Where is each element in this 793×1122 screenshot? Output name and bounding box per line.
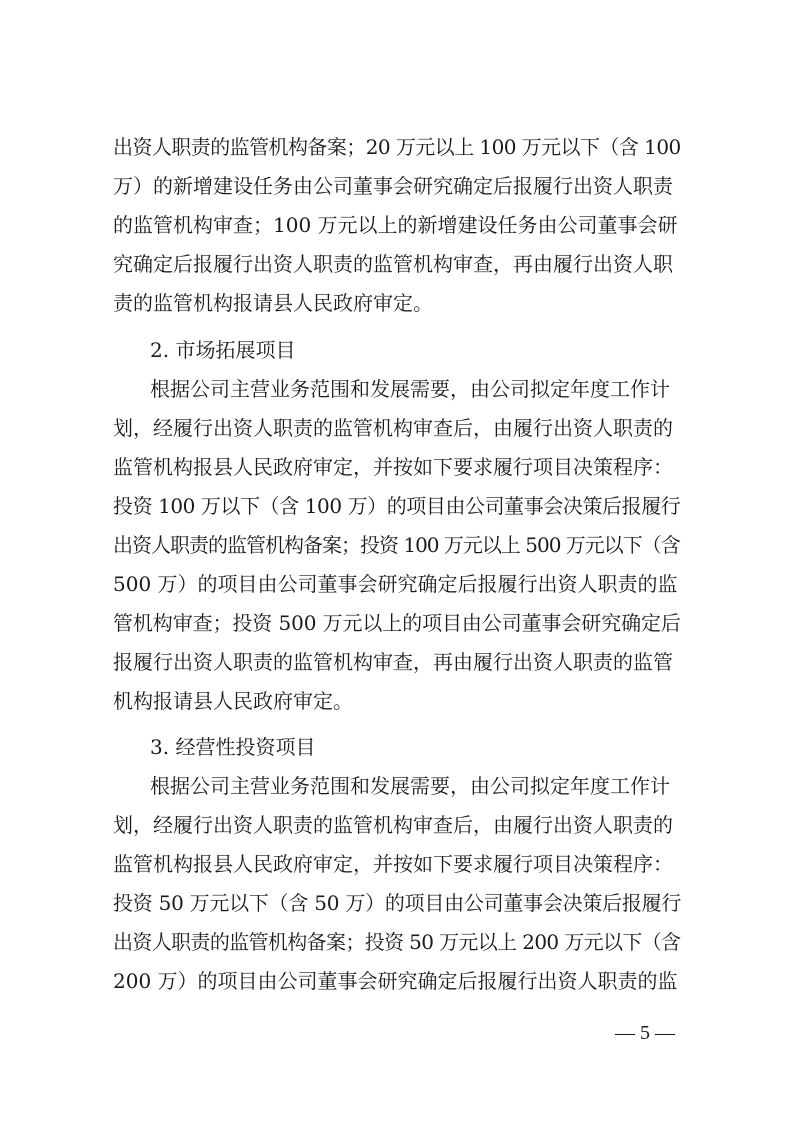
body-line: 根据公司主营业务范围和发展需要，由公司拟定年度工作计 (150, 774, 670, 798)
body-line: 出资人职责的监管机构备案；20 万元以上 100 万元以下（含 100 (113, 135, 681, 159)
body-line: 投资 100 万以下（含 100 万）的项目由公司董事会决策后报履行 (113, 494, 681, 518)
body-line: 万）的新增建设任务由公司董事会研究确定后报履行出资人职责 (113, 174, 673, 198)
body-line: 500 万）的项目由公司董事会研究确定后报履行出资人职责的监 (113, 572, 678, 596)
page-number: — 5 — (615, 1022, 675, 1044)
body-line: 划，经履行出资人职责的监管机构审查后，由履行出资人职责的 (113, 813, 673, 837)
body-line: 管机构审查；投资 500 万元以上的项目由公司董事会研究确定后 (113, 611, 681, 635)
body-line: 划，经履行出资人职责的监管机构审查后，由履行出资人职责的 (113, 416, 673, 440)
body-line: 究确定后报履行出资人职责的监管机构审查，再由履行出资人职 (113, 252, 673, 276)
body-line: 机构报请县人民政府审定。 (113, 689, 353, 713)
section-heading: 2. 市场拓展项目 (150, 338, 296, 362)
body-line: 报履行出资人职责的监管机构审查，再由履行出资人职责的监管 (113, 650, 673, 674)
body-line: 投资 50 万元以下（含 50 万）的项目由公司董事会决策后报履行 (113, 891, 682, 915)
body-line: 的监管机构审查；100 万元以上的新增建设任务由公司董事会研 (113, 213, 678, 237)
body-line: 监管机构报县人民政府审定，并按如下要求履行项目决策程序： (113, 455, 673, 479)
body-line: 根据公司主营业务范围和发展需要，由公司拟定年度工作计 (150, 377, 670, 401)
body-line: 出资人职责的监管机构备案；投资 50 万元以上 200 万元以下（含 (113, 930, 681, 954)
body-line: 200 万）的项目由公司董事会研究确定后报履行出资人职责的监 (113, 969, 678, 993)
body-line: 责的监管机构报请县人民政府审定。 (113, 291, 433, 315)
body-line: 出资人职责的监管机构备案；投资 100 万元以上 500 万元以下（含 (113, 533, 680, 557)
section-heading: 3. 经营性投资项目 (150, 735, 316, 759)
body-line: 监管机构报县人民政府审定，并按如下要求履行项目决策程序： (113, 852, 673, 876)
